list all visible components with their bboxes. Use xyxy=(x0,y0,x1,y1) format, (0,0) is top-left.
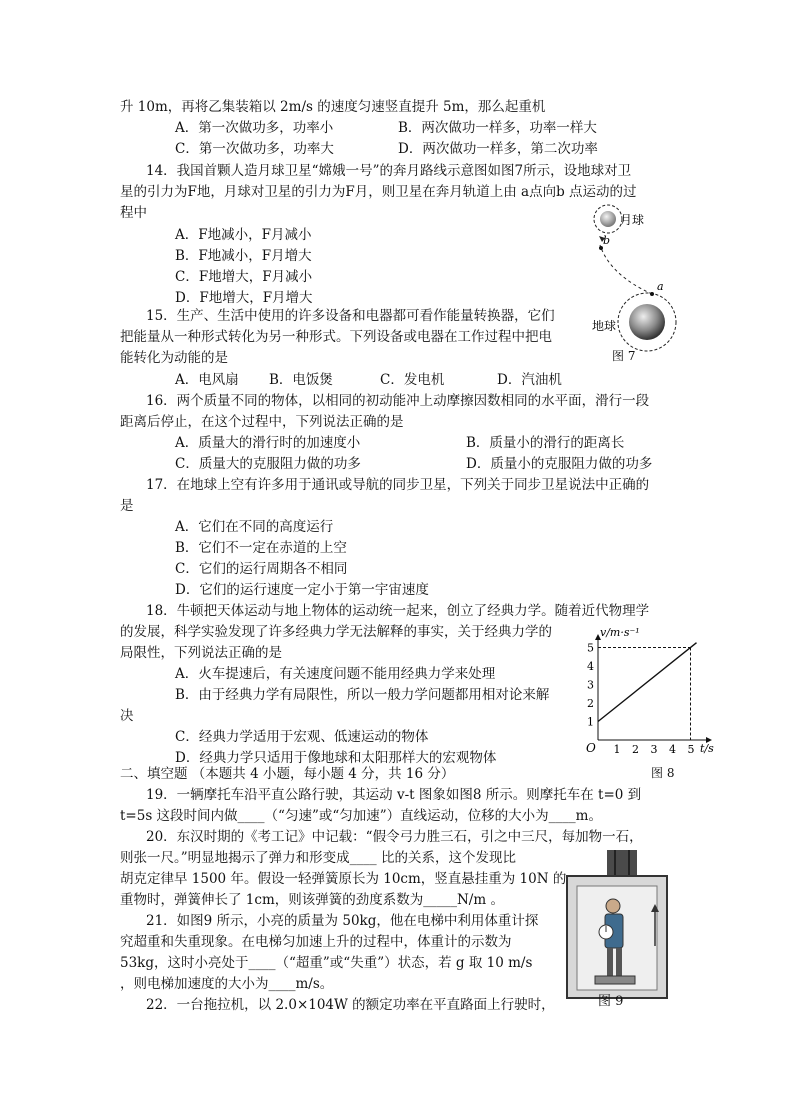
q16-option-c: C．质量大的克服阻力做的功多 xyxy=(175,456,361,472)
q14-option-c: C．F地增大，F月减小 xyxy=(175,269,313,285)
q19-line-2: t=5s 这段时间内做____（“匀速”或“匀加速”）直线运动，位移的大小为____m。 xyxy=(120,808,602,824)
q19-line-1: 19．一辆摩托车沿平直公路行驶，其运动 v-t 图象如图8 所示。则摩托车在 t=0 到 xyxy=(146,787,642,803)
q18-option-b: B．由于经典力学有局限性，所以一般力学问题都用相对论来解 xyxy=(175,687,550,703)
q18-line-3: 局限性，下列说法正确的是 xyxy=(120,645,282,661)
figure-8-vt-chart xyxy=(580,618,720,758)
q18-option-c: C．经典力学适用于宏观、低速运动的物体 xyxy=(175,729,429,745)
x-axis-label: t/s xyxy=(700,742,714,755)
q13-option-d: D．两次做功一样多，第二次功率 xyxy=(398,141,598,157)
q18-option-a: A．火车提速后，有关速度问题不能用经典力学来处理 xyxy=(175,666,496,682)
transfer-path xyxy=(600,245,652,294)
person-icon xyxy=(606,899,620,913)
q21-line-2: 究超重和失重现象。在电梯匀加速上升的过程中，体重计的示数为 xyxy=(120,934,512,950)
x-tick-label: 5 xyxy=(687,743,695,756)
origin-label: O xyxy=(586,741,596,755)
q21-line-4: ，则电梯加速度的大小为____m/s。 xyxy=(120,976,334,992)
x-tick-label: 3 xyxy=(650,743,658,756)
q13-line: 升 10m，再将乙集装箱以 2m/s 的速度匀速竖直提升 5m，那么起重机 xyxy=(120,99,546,115)
y-tick-label: 1 xyxy=(587,715,594,729)
y-tick-label: 2 xyxy=(587,697,594,710)
point-a xyxy=(650,292,654,296)
figure-7-caption: 图 7 xyxy=(612,349,636,363)
q17-option-d: D．它们的运行速度一定小于第一宇宙速度 xyxy=(175,582,429,598)
q14-option-b: B．F地减小，F月增大 xyxy=(175,248,312,264)
q14-option-d: D．F地增大，F月增大 xyxy=(175,290,313,306)
y-tick-label: 3 xyxy=(587,678,594,692)
q16-option-d: D．质量小的克服阻力做的功多 xyxy=(466,456,653,472)
q20-line-3: 胡克定律早 1500 年。假设一轻弹簧原长为 10cm，竖直悬挂重为 10N 的 xyxy=(120,871,567,887)
q17-line-2: 是 xyxy=(120,498,134,514)
earth-label: 地球 xyxy=(592,319,617,333)
q16-line-1: 16．两个质量不同的物体，以相同的初动能冲上动摩擦因数相同的水平面，滑行一段 xyxy=(146,393,650,409)
y-axis-label: v/m·s⁻¹ xyxy=(600,626,640,639)
y-tick-label: 5 xyxy=(587,641,594,655)
x-tick-label: 1 xyxy=(613,743,621,756)
q14-option-a: A．F地减小，F月减小 xyxy=(175,227,312,243)
q17-line-1: 17．在地球上空有许多用于通讯或导航的同步卫星，下列关于同步卫星说法中正确的 xyxy=(146,477,650,493)
moon-icon xyxy=(600,211,616,227)
figure-9-elevator-illustration xyxy=(565,846,675,1006)
q16-option-a: A．质量大的滑行时的加速度小 xyxy=(175,435,361,451)
q21-line-1: 21．如图9 所示，小亮的质量为 50kg，他在电梯中利用体重计探 xyxy=(146,913,539,929)
q13-option-b: B．两次做功一样多，功率一样大 xyxy=(398,120,597,136)
q20-line-4: 重物时，弹簧伸长了 1cm，则该弹簧的劲度系数为_____N/m 。 xyxy=(120,892,504,908)
q15-option-c: C．发电机 xyxy=(380,372,445,388)
figure-8-caption: 图 8 xyxy=(651,766,675,780)
q15-line-2: 把能量从一种形式转化为另一种形式。下列设备或电器在工作过程中把电 xyxy=(120,329,552,345)
q14-line-2: 星的引力为F地，月球对卫星的引力为F月，则卫星在奔月轨道上由 a点向b 点运动的过 xyxy=(120,184,637,200)
q15-line-1: 15．生产、生活中使用的许多设备和电器都可看作能量转换器，它们 xyxy=(146,308,555,324)
q16-line-2: 距离后停止，在这个过程中，下列说法正确的是 xyxy=(120,414,404,430)
q18-line-2: 的发展，科学实验发现了许多经典力学无法解释的事实，关于经典力学的 xyxy=(120,624,552,640)
q18-option-b-cont: 决 xyxy=(120,708,134,724)
q18-option-d: D．经典力学只适用于像地球和太阳那样大的宏观物体 xyxy=(175,750,497,766)
elevator-hoist-icon xyxy=(607,850,637,878)
y-tick-label: 4 xyxy=(587,660,594,673)
q13-option-c: C．第一次做功多，功率大 xyxy=(175,141,334,157)
q13-option-a: A．第一次做功多，功率小 xyxy=(175,120,334,136)
q15-option-d: D．汽油机 xyxy=(497,372,562,388)
q15-option-a: A．电风扇 xyxy=(175,372,239,388)
earth-icon xyxy=(629,304,665,340)
q16-option-b: B．质量小的滑行的距离长 xyxy=(466,435,625,451)
q18-line-1: 18．牛顿把天体运动与地上物体的运动统一起来，创立了经典力学。随着近代物理学 xyxy=(146,603,650,619)
q15-line-3: 能转化为动能的是 xyxy=(120,350,228,366)
x-tick-label: 2 xyxy=(632,743,639,756)
q17-option-b: B．它们不一定在赤道的上空 xyxy=(175,540,347,556)
q14-line-3: 程中 xyxy=(120,205,147,221)
x-tick-label: 4 xyxy=(669,743,676,756)
q17-option-a: A．它们在不同的高度运行 xyxy=(175,519,334,535)
q17-option-c: C．它们的运行周期各不相同 xyxy=(175,561,348,577)
figure-9-caption: 图 9 xyxy=(598,994,624,1009)
moon-label: 月球 xyxy=(620,213,645,227)
q21-line-3: 53kg，这时小亮处于____（“超重”或“失重”）状态，若 g 取 10 m/s xyxy=(120,955,533,971)
q20-line-1: 20．东汉时期的《考工记》中记载：“假令弓力胜三石，引之中三尺，每加物一石， xyxy=(146,829,643,845)
label-b: b xyxy=(603,234,611,247)
section-2-title: 二、填空题 （本题共 4 小题，每小题 4 分，共 16 分） xyxy=(120,766,455,782)
velocity-line xyxy=(598,643,697,722)
figure-7-orbit-diagram xyxy=(570,200,690,360)
bathroom-scale-icon xyxy=(595,976,635,984)
q22-line-1: 22．一台拖拉机，以 2.0×104W 的额定功率在平直路面上行驶时， xyxy=(146,997,555,1013)
q14-line-1: 14．我国首颗人造月球卫星“嫦娥一号”的奔月路线示意图如图7所示，设地球对卫 xyxy=(146,163,632,179)
q20-line-2: 则张一尺。”明显地揭示了弹力和形变成____ 比的关系，这个发现比 xyxy=(120,850,516,866)
label-a: a xyxy=(657,280,664,293)
q15-option-b: B．电饭煲 xyxy=(269,372,333,388)
